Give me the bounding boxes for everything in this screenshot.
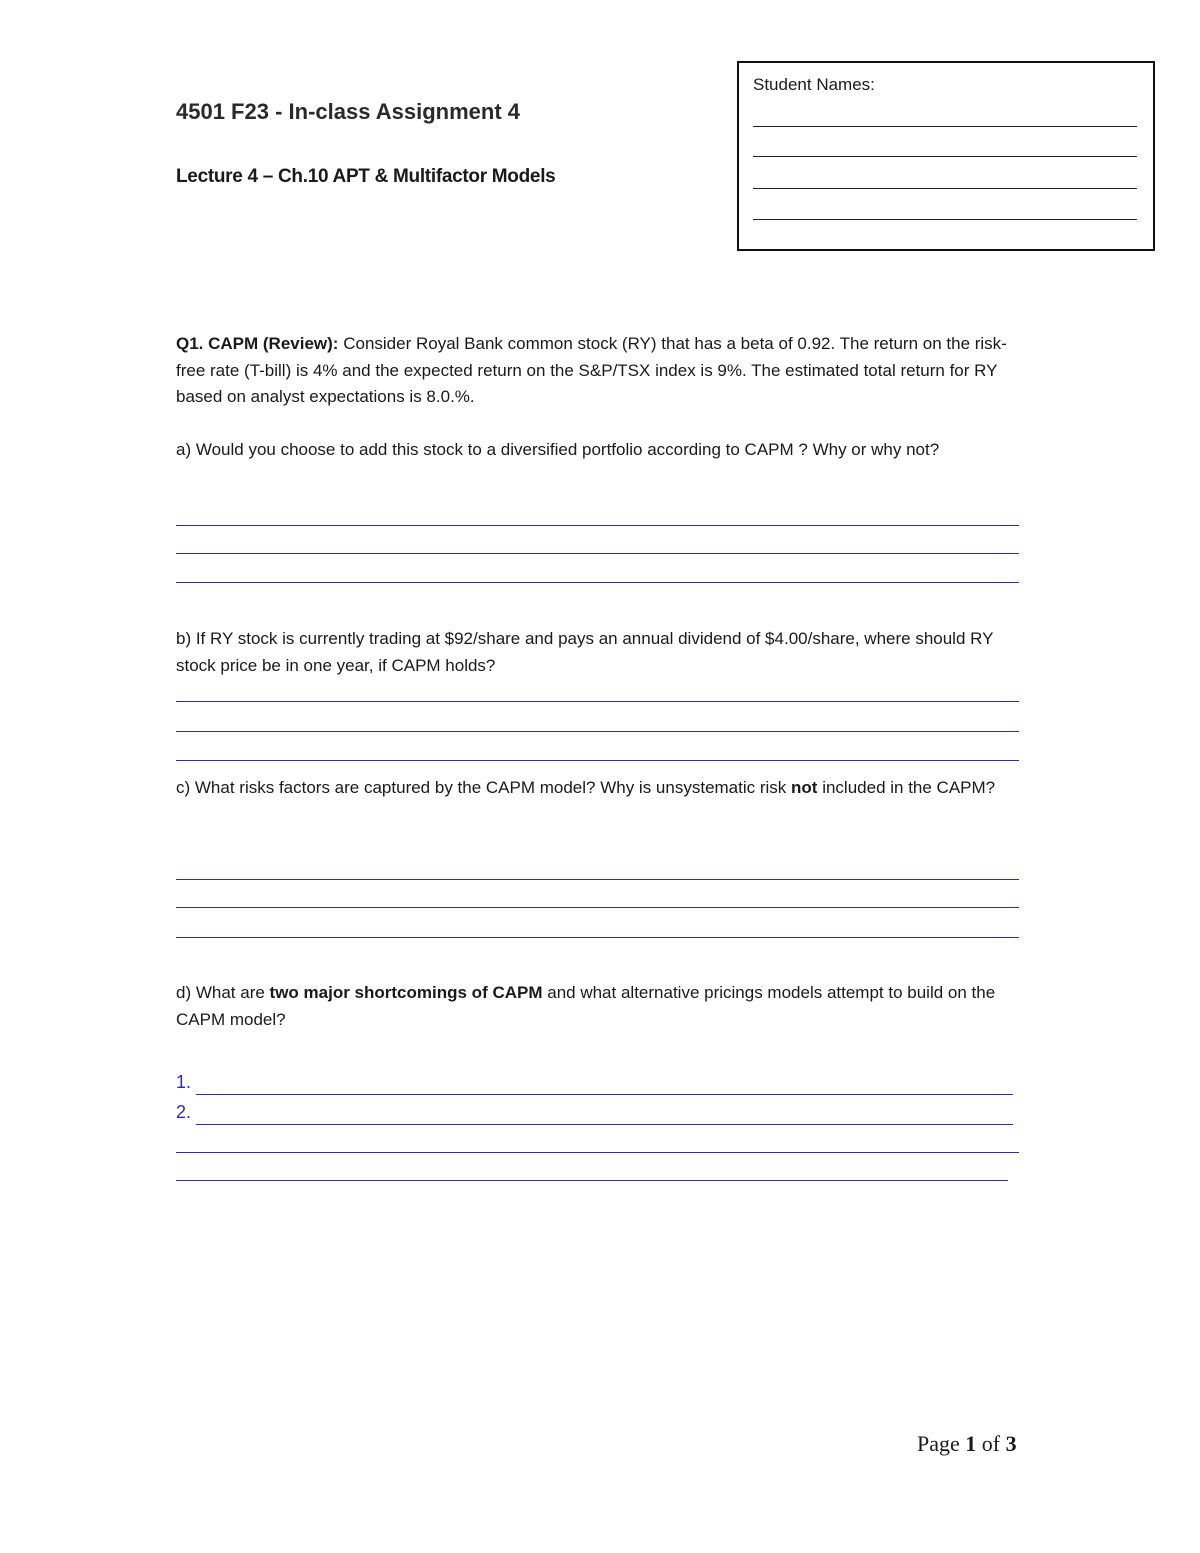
answer-c-line-1[interactable] — [176, 879, 1019, 880]
question-1-intro — [176, 331, 1036, 411]
page-prefix: Page — [917, 1431, 966, 1456]
question-c-text-end: included in the CAPM? — [817, 778, 996, 797]
answer-a-line-1[interactable] — [176, 525, 1019, 526]
question-c-text-start: c) What risks factors are captured by the CAPM model? Why is unsystematic risk — [176, 778, 792, 797]
student-name-line-3[interactable] — [753, 188, 1137, 189]
answer-c-line-3[interactable] — [176, 937, 1019, 938]
answer-a-line-3[interactable] — [176, 582, 1019, 583]
answer-d-item-2-label: 2. — [176, 1102, 192, 1122]
answer-b-line-1[interactable] — [176, 701, 1019, 702]
answer-b-line-3[interactable] — [176, 760, 1019, 761]
question-c-text — [176, 775, 1036, 802]
answer-d-item-1-line[interactable] — [196, 1094, 1013, 1095]
question-c-emphasis: not — [791, 778, 818, 797]
question-1-label: Q1. CAPM (Review): — [176, 334, 339, 353]
lecture-subtitle: Lecture 4 – Ch.10 APT & Multifactor Models — [176, 166, 556, 187]
answer-d-item-1-label: 1. — [176, 1072, 192, 1092]
student-names-label: Student Names: — [753, 75, 875, 94]
question-d-emphasis: two major shortcomings of CAPM — [269, 983, 543, 1002]
question-b-text: b) If RY stock is currently trading at $92/share and pays an annual dividend of $4.00/share, where should RY stock price be in one year, if CAPM holds? — [176, 629, 994, 675]
question-1-text: Consider Royal Bank common stock (RY) that has a beta of 0.92. The return on the risk-free rate (T-bill) is 4% and the expected return on the S&P/TSX index is 9%. The estimated total return for RY based on analyst expectations is 8.0.%. — [176, 334, 1007, 406]
question-a-text: a) Would you choose to add this stock to a diversified portfolio according to CAPM ? Why or why not? — [176, 440, 940, 459]
student-name-line-1[interactable] — [753, 126, 1137, 127]
page-number — [917, 1431, 1017, 1457]
answer-a-line-2[interactable] — [176, 553, 1019, 554]
page-of: of — [976, 1431, 1006, 1456]
answer-d-item-2-line[interactable] — [196, 1124, 1013, 1125]
page-total: 3 — [1005, 1431, 1017, 1456]
answer-d-line-4[interactable] — [176, 1180, 1008, 1181]
page-title: 4501 F23 - In-class Assignment 4 — [176, 99, 520, 124]
page-current: 1 — [965, 1431, 977, 1456]
answer-b-line-2[interactable] — [176, 731, 1019, 732]
question-d-text — [176, 980, 1036, 1033]
answer-d-line-3[interactable] — [176, 1152, 1019, 1153]
question-d-text-end: and what alternative pricings models attempt to build on the CAPM model? — [176, 983, 996, 1029]
question-d-text-start: d) What are — [176, 983, 270, 1002]
student-name-line-4[interactable] — [753, 219, 1137, 220]
student-names-box — [737, 61, 1155, 251]
student-name-line-2[interactable] — [753, 156, 1137, 157]
answer-c-line-2[interactable] — [176, 907, 1019, 908]
